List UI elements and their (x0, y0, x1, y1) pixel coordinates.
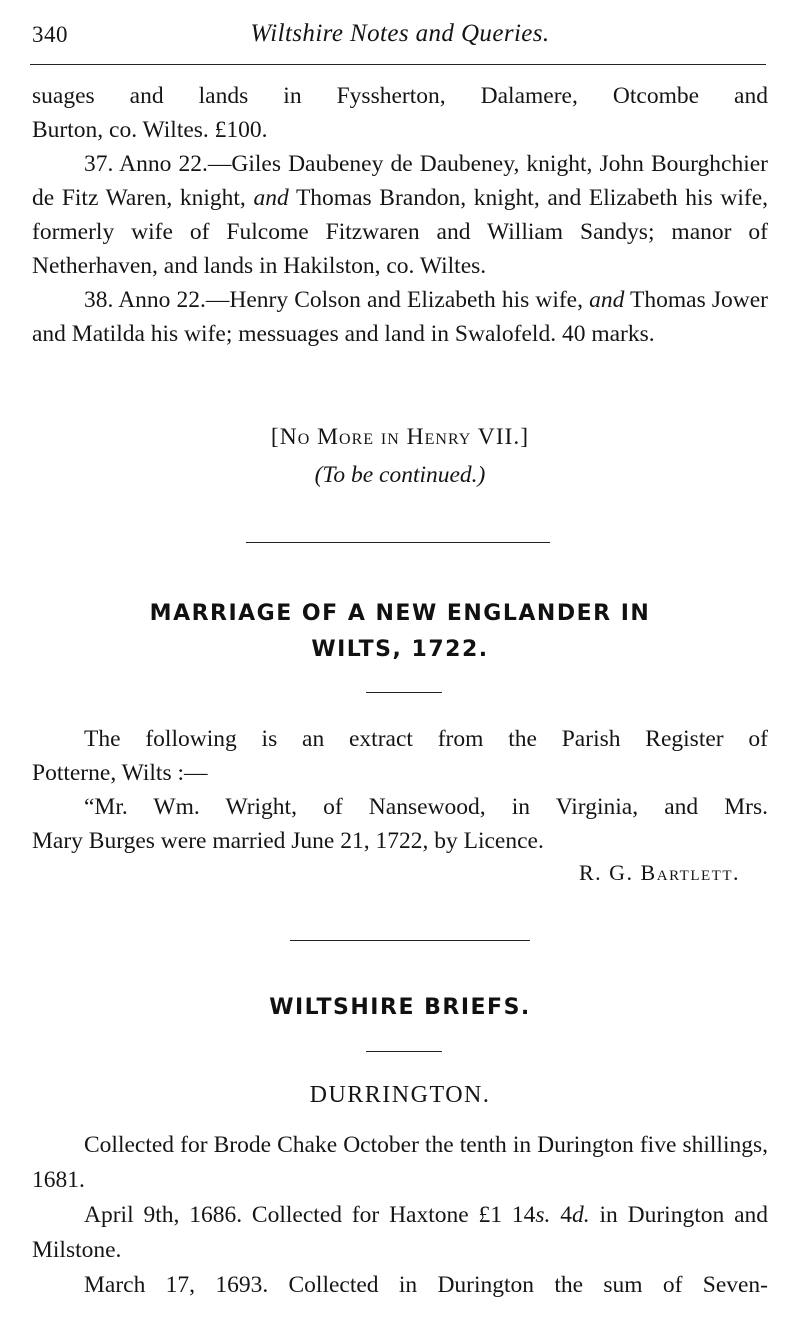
entry-38-text-b: Thomas Jower and Matilda his wife; messuages and land in Swalofeld. 40 marks. (32, 287, 768, 347)
entry-38-and: and (589, 287, 625, 313)
running-head (32, 16, 768, 56)
continuation-line-1: suages and lands in Fyssherton, Dalamere, Otcombe and (32, 83, 768, 109)
page-number: 340 (32, 22, 68, 47)
marriage-body (32, 722, 768, 858)
heading-rule-2 (366, 1051, 442, 1052)
marriage-quote-line-1: “Mr. Wm. Wright, of Nansewood, in Virginia, and Mrs. (84, 794, 768, 820)
fines-section (32, 79, 768, 351)
no-more-note: [No More in Henry VII.] (270, 424, 530, 450)
brief-entry-2-pence: d. (572, 1202, 590, 1228)
entry-37-and: and (253, 185, 289, 211)
header-rule (30, 64, 766, 65)
brief-entry-2-shillings: s. (535, 1202, 551, 1228)
brief-entry-3: March 17, 1693. Collected in Durington the sum of Seven- (84, 1272, 768, 1298)
fine-entry-38 (32, 283, 768, 351)
brief-entry-2-text-b: 4 (550, 1202, 573, 1228)
continuation-line-2: Burton, co. Wiltes. £100. (32, 117, 268, 143)
marriage-quote-line-2: Mary Burges were married June 21, 1722, by Licence. (32, 828, 544, 854)
entry-38-text-a: 38. Anno 22.—Henry Colson and Elizabeth his wife, (84, 287, 583, 313)
brief-entry-2-text-c: in Durington and Milstone. (32, 1202, 768, 1263)
briefs-body (32, 1128, 768, 1303)
marriage-heading (40, 596, 760, 668)
briefs-heading: WILTSHIRE BRIEFS. (269, 995, 531, 1020)
section-divider-1 (246, 542, 550, 543)
marriage-intro-line-1: The following is an extract from the Parish Register of (84, 726, 768, 752)
entry-37-text-a: 37. Anno 22.—Giles Daubeney de Daubeney, knight, John Bourghchier de Fitz Waren, knight, (32, 151, 768, 211)
fine-entry-37 (32, 147, 768, 283)
journal-title: Wiltshire Notes and Queries. (250, 20, 550, 47)
brief-entry-2-text-a: April 9th, 1686. Collected for Haxtone £1 14 (84, 1202, 536, 1228)
marriage-heading-line-2: WILTS, 1722. (311, 637, 489, 662)
section-divider-2 (290, 940, 530, 941)
brief-entry-1: Collected for Brode Chake October the tenth in Durington five shillings, 1681. (32, 1132, 768, 1193)
entry-37-text-b: Thomas Brandon, knight, and Elizabeth his wife, formerly wife of Fulcome Fitzwaren and William Sandys; manor of Netherhaven, and lands in Hakilston, co. Wiltes. (32, 185, 769, 279)
to-be-continued: (To be continued.) (314, 462, 486, 488)
marriage-heading-line-1: MARRIAGE OF A NEW ENGLANDER IN (149, 601, 651, 626)
durrington-subheading: DURRINGTON. (309, 1082, 491, 1108)
signature: R. G. Bartlett. (579, 860, 740, 885)
brief-entry-2 (32, 1198, 768, 1268)
heading-rule-1 (366, 692, 442, 693)
marriage-intro-line-2: Potterne, Wilts :— (32, 760, 208, 786)
